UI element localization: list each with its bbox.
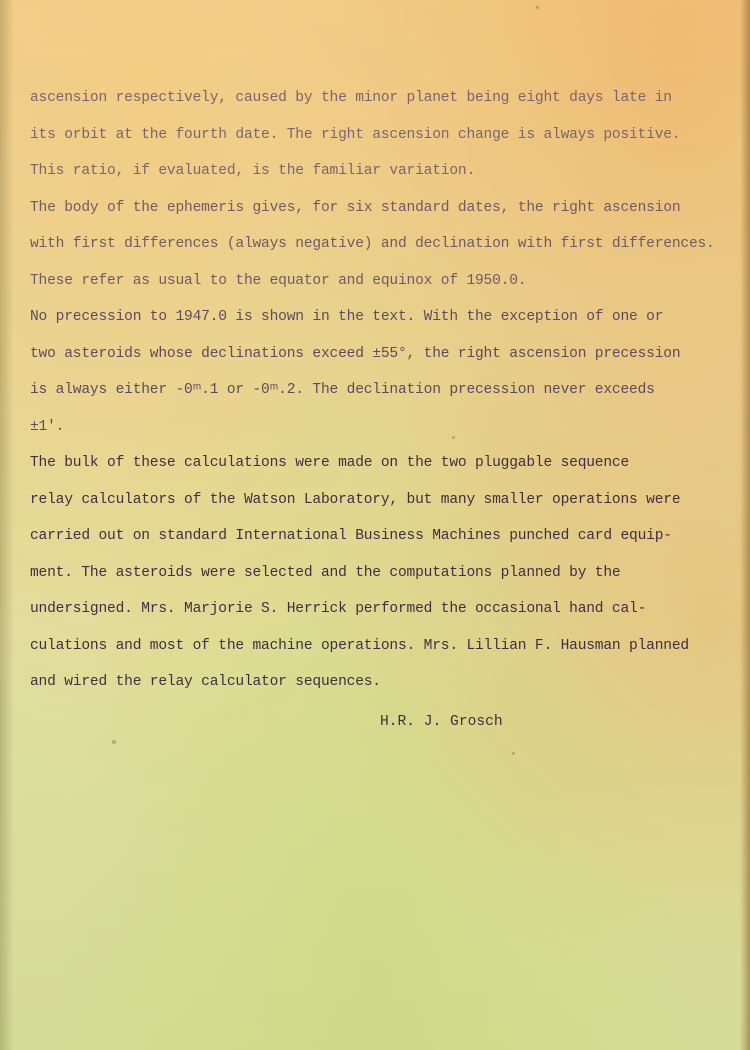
text-line: relay calculators of the Watson Laboratory, but many smaller operations were <box>30 491 681 508</box>
text-line: and wired the relay calculator sequences. <box>30 674 381 690</box>
text-line: ±1′. <box>30 418 65 435</box>
page-left-edge <box>0 0 14 1050</box>
paper-speck <box>536 6 539 9</box>
text-line: ascension respectively, caused by the minor planet being eight days late in <box>30 90 672 106</box>
signature: H.R. J. Grosch <box>380 714 503 730</box>
paper-speck <box>512 752 515 755</box>
paragraph-3 <box>30 305 720 451</box>
text-line: This ratio, if evaluated, is the familiar variation. <box>30 163 475 179</box>
document-body <box>30 86 720 707</box>
text-line: ment. The asteroids were selected and the computations planned by the <box>30 564 621 581</box>
paper-speck <box>112 740 116 744</box>
page-right-edge <box>740 0 750 1050</box>
text-line: undersigned. Mrs. Marjorie S. Herrick performed the occasional hand cal- <box>30 601 647 617</box>
text-line: carried out on standard International Business Machines punched card equip- <box>30 528 672 544</box>
text-line: The body of the ephemeris gives, for six standard dates, the right ascension <box>30 199 681 216</box>
text-line: These refer as usual to the equator and equinox of 1950.0. <box>30 272 527 289</box>
text-line: its orbit at the fourth date. The right ascension change is always positive. <box>30 126 681 143</box>
paper-speck <box>452 436 455 439</box>
paragraph-2 <box>30 196 720 306</box>
text-line: No precession to 1947.0 is shown in the text. With the exception of one or <box>30 309 664 325</box>
text-line: with first differences (always negative) and declination with first differences. <box>30 236 715 252</box>
paragraph-1 <box>30 86 720 196</box>
text-line: is always either -0ᵐ.1 or -0ᵐ.2. The declination precession never exceeds <box>30 382 655 398</box>
paragraph-4 <box>30 451 720 707</box>
text-line: culations and most of the machine operations. Mrs. Lillian F. Hausman planned <box>30 637 689 654</box>
text-line: The bulk of these calculations were made on the two pluggable sequence <box>30 455 630 471</box>
text-line: two asteroids whose declinations exceed ±55°, the right ascension precession <box>30 345 681 362</box>
